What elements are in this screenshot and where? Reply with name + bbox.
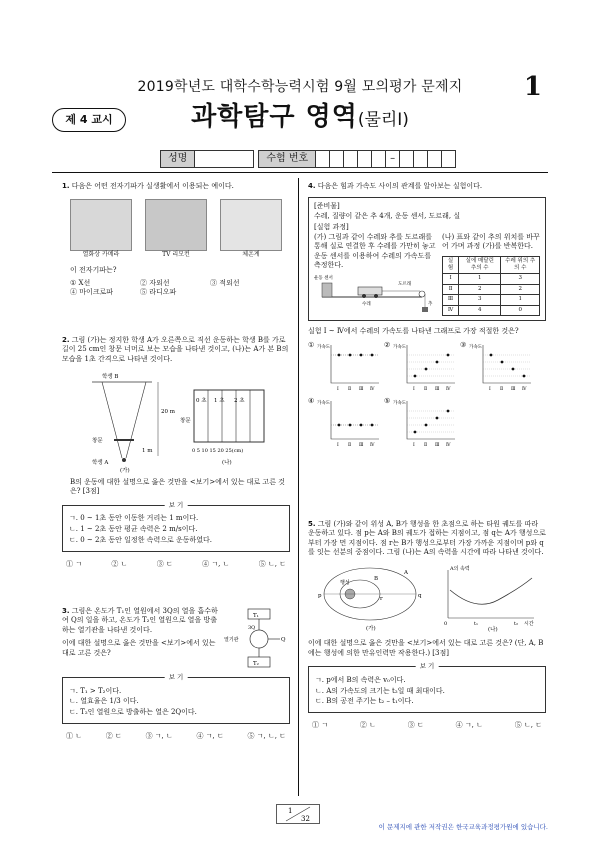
- graph-choice[interactable]: [384, 341, 460, 397]
- id-dash: –: [386, 150, 400, 168]
- caption: 열화상 카메라: [82, 251, 120, 259]
- subject-title: [0, 100, 600, 135]
- graph-choice-number: ③: [460, 340, 467, 349]
- choice[interactable]: ③ ㄷ: [156, 559, 173, 568]
- pulley-label: 도르래: [398, 281, 412, 287]
- q4-number: 4.: [308, 182, 316, 190]
- graph-point: [414, 374, 417, 377]
- graph-point: [338, 353, 341, 356]
- copyright-notice: 이 문제지에 관한 저작권은 한국교육과정평가원에 있습니다.: [378, 823, 548, 831]
- session-badge: 제 4 교시: [52, 108, 126, 132]
- exam-title: 2019학년도 대학수학능력시험 9월 모의평가 문제지: [137, 79, 463, 95]
- bogi-item: ㄴ. 1 ~ 2초 동안 평균 속력은 2 m/s이다.: [69, 525, 198, 534]
- graph-point: [501, 360, 504, 363]
- graph-ylabel: 가속도: [393, 400, 407, 406]
- sat-b: B: [374, 575, 379, 582]
- subject-sub: (물리Ⅰ): [357, 110, 409, 130]
- q2-number: 2.: [62, 336, 70, 344]
- caption: TV 리모컨: [162, 251, 190, 259]
- q2-stem: 그림 (가)는 정지한 학생 A가 오른쪽으로 직선 운동하는 학생 B를 가로 길이 25 cm인 창문 너머로 보는 모습을 나타낸 것이고, (나)는 A가 본 B의 모습을 1초 간격으로 나타낸 것이다.: [62, 336, 289, 363]
- heat-engine-figure: [222, 607, 288, 671]
- choice[interactable]: ③ ㄱ, ㄴ: [145, 732, 173, 741]
- q5-choices: [308, 721, 546, 730]
- choice[interactable]: ④ ㄱ, ㄴ: [455, 721, 483, 730]
- graph-xtick: Ⅱ: [424, 442, 428, 448]
- graph-xtick: Ⅰ: [413, 442, 415, 448]
- choice[interactable]: ⑤ 라디오파: [140, 288, 177, 297]
- fig-ga: (가): [366, 625, 376, 632]
- speed-axis: A의 속력: [450, 565, 470, 572]
- time-1: 1 초: [214, 398, 225, 405]
- choice[interactable]: ④ ㄱ, ㄴ: [202, 559, 230, 568]
- q1-choices: [62, 279, 290, 298]
- planet-label: 행성: [340, 579, 350, 586]
- distance-20m: 20 m: [161, 409, 175, 416]
- graph-axes: [407, 401, 455, 439]
- q4-question: 실험 Ⅰ ~ Ⅳ에서 수레의 가속도를 나타낸 그래프로 가장 적절한 것은?: [308, 327, 519, 336]
- graph-point: [447, 353, 450, 356]
- q4-experiment-box: [308, 197, 546, 321]
- choice[interactable]: ③ 적외선: [210, 278, 240, 287]
- graph-point: [425, 423, 428, 426]
- name-field[interactable]: [195, 150, 254, 168]
- fig-na: (나): [488, 626, 498, 633]
- graph-choice-number: ④: [308, 396, 315, 405]
- q5-question: 이에 대한 설명으로 옳은 것만을 <보기>에서 있는 대로 고른 것은? (단, A, B에는 행성에 의한 만유인력만 작용한다.) [3점]: [308, 639, 544, 657]
- q4-table: [442, 256, 540, 317]
- q1-number: 1.: [62, 182, 70, 190]
- origin: 0: [444, 620, 448, 627]
- graph-point: [512, 367, 515, 370]
- q3-number: 3.: [62, 607, 70, 615]
- graph-choice[interactable]: [384, 397, 460, 453]
- bogi-title: 보 기: [165, 501, 188, 510]
- graph-xtick: Ⅲ: [435, 442, 440, 448]
- graph-xtick: Ⅲ: [359, 386, 364, 392]
- q3-question: 이에 대한 설명으로 옳은 것만을 <보기>에서 있는 대로 고른 것은?: [62, 639, 216, 657]
- graph-point: [349, 423, 352, 426]
- q2-figure: [62, 368, 290, 475]
- graph-plot: [393, 397, 457, 449]
- graph-point: [436, 416, 439, 419]
- graph-xtick: Ⅳ: [370, 386, 375, 392]
- question-1: [62, 182, 290, 298]
- subject-main: 과학탐구 영역: [191, 102, 358, 132]
- graph-point: [349, 353, 352, 356]
- graph-xtick: Ⅲ: [435, 386, 440, 392]
- graph-point: [425, 367, 428, 370]
- bogi-item: ㄷ. B의 공전 주기는 t₂ – t₁이다.: [315, 697, 414, 706]
- sensor-label: 운동 센서: [314, 275, 333, 281]
- thermal-camera-image: [70, 199, 132, 251]
- graph-xtick: Ⅰ: [337, 386, 339, 392]
- graph-xtick: Ⅱ: [424, 386, 428, 392]
- caption: 체온계: [242, 251, 260, 259]
- graph-plot: [317, 397, 381, 449]
- page-current: 1: [288, 807, 293, 815]
- bogi-title: 보 기: [416, 662, 439, 671]
- id-cell[interactable]: [316, 150, 330, 168]
- choice[interactable]: ① ㄱ: [66, 559, 82, 568]
- time-axis: 시간: [524, 620, 534, 627]
- q2-bogi: [62, 500, 290, 552]
- sat-a: A: [404, 569, 408, 576]
- bogi-item: ㄴ. 열효율은 1/3 이다.: [69, 697, 139, 706]
- graph-choice-number: ②: [384, 340, 391, 349]
- choice[interactable]: ④ ㄱ, ㄷ: [196, 732, 224, 741]
- choice[interactable]: ① ㄴ: [66, 732, 82, 741]
- student-b-label: 학생 B: [102, 374, 119, 381]
- graph-choice-number: ⑤: [384, 396, 391, 405]
- id-cell[interactable]: [344, 150, 358, 168]
- window-label: 창문: [180, 418, 191, 425]
- q5-stem: 그림 (가)와 같이 위성 A, B가 행성을 한 초점으로 하는 타원 궤도를 따라 운동하고 있다. 점 p는 A와 B의 궤도가 접하는 지점이고, 점 q는 A가 행성으로부터 가장 먼 지점이다. 점 r는 B가 행성으로부터 가장 가까운 지점이며 p와 q를 잇는 선분의 중점이다. 그림 (나)는 A의 속력을 시간에 따라 나타낸 것이다.: [308, 520, 546, 557]
- graph-point: [490, 353, 493, 356]
- id-cell[interactable]: [358, 150, 372, 168]
- table-header: 실에 매달린 추의 수: [459, 256, 501, 274]
- graph-point: [371, 423, 374, 426]
- time-0: 0 초: [196, 398, 207, 405]
- q4-choice-graphs: [308, 341, 546, 453]
- table-row: Ⅳ 4 0: [443, 305, 540, 315]
- name-label: 성명: [160, 150, 195, 168]
- id-cell[interactable]: [442, 150, 456, 168]
- proc-ga: (가) 그림과 같이 수레와 추를 도르래를 통해 실로 연결한 후 수레를 가만히 놓고 운동 센서를 이용하여 수레의 가속도를 측정한다.: [314, 232, 436, 270]
- q3-bogi: [62, 673, 290, 724]
- bogi-item: ㄱ. 0 ~ 1초 동안 이동한 거리는 1 m이다.: [69, 514, 199, 523]
- choice[interactable]: ⑤ ㄴ, ㄷ: [514, 721, 542, 730]
- graph-xtick: Ⅰ: [337, 442, 339, 448]
- graph-xtick: Ⅳ: [522, 386, 527, 392]
- q1-stem: 다음은 어떤 전자기파가 실생활에서 이용되는 예이다.: [71, 182, 234, 190]
- graph-xtick: Ⅲ: [359, 442, 364, 448]
- choice[interactable]: ② ㄷ: [105, 732, 122, 741]
- choice[interactable]: ② 자외선: [140, 278, 170, 287]
- table-row: Ⅲ 3 1: [443, 295, 540, 305]
- choice[interactable]: ④ 마이크로파: [70, 288, 114, 297]
- cart-apparatus-figure: [314, 271, 436, 313]
- graph-choice[interactable]: [308, 397, 384, 453]
- t1-tick: t₁: [474, 620, 479, 627]
- page-number: 1: [523, 72, 542, 102]
- graph-xtick: Ⅱ: [348, 386, 352, 392]
- question-4: [308, 182, 546, 453]
- bogi-title: 보 기: [165, 673, 188, 682]
- window-label: 창문: [92, 438, 103, 445]
- table-row: Ⅰ 1 3: [443, 274, 540, 284]
- point-p: p: [318, 592, 322, 599]
- graph-axes: [331, 401, 379, 439]
- choice[interactable]: ⑤ ㄱ, ㄴ, ㄷ: [247, 732, 286, 741]
- graph-choice[interactable]: [308, 341, 384, 397]
- graph-point: [447, 409, 450, 412]
- q3-choices: [62, 732, 290, 741]
- graph-xtick: Ⅲ: [511, 386, 516, 392]
- student-a-label: 학생 A: [92, 460, 109, 467]
- choice[interactable]: ⑤ ㄴ, ㄷ: [258, 559, 286, 568]
- point-q: q: [418, 592, 422, 599]
- proc-title: [실험 과정]: [314, 223, 349, 232]
- q3-stem: 그림은 온도가 T₁인 열원에서 3Q의 열을 흡수하여 Q의 일을 하고, 온도가 T₂인 열원으로 열을 방출하는 열기관을 나타낸 것이다.: [62, 607, 218, 634]
- graph-xtick: Ⅱ: [348, 442, 352, 448]
- work-q: Q: [281, 637, 286, 643]
- engine-label: 열기관: [224, 637, 239, 643]
- graph-ylabel: 가속도: [393, 344, 407, 350]
- bogi-item: ㄷ. 0 ~ 2초 동안 일정한 속력으로 운동하였다.: [69, 536, 212, 544]
- question-2: [62, 336, 290, 569]
- bogi-item: ㄱ. p에서 B의 속력은 v₀이다.: [315, 675, 406, 684]
- graph-xtick: Ⅱ: [500, 386, 504, 392]
- graph-choice[interactable]: [460, 341, 536, 397]
- q2-question: B의 운동에 대한 설명으로 옳은 것만을 <보기>에서 있는 대로 고른 것은? [3점]: [70, 477, 285, 496]
- graph-choice-number: ①: [308, 340, 315, 349]
- q1-question: 이 전자기파는?: [70, 265, 117, 274]
- graph-axes: [407, 345, 455, 383]
- choice[interactable]: ② ㄴ: [359, 721, 376, 730]
- table-row: Ⅱ 2 2: [443, 284, 540, 294]
- heat-3q: 3Q: [248, 625, 256, 631]
- graph-ylabel: 가속도: [469, 344, 483, 350]
- id-cell[interactable]: [372, 150, 386, 168]
- q2-choices: [62, 560, 290, 569]
- table-header: 수레 위의 추의 수: [501, 256, 540, 274]
- column-divider: [298, 178, 299, 796]
- weight-label: 추: [428, 301, 433, 307]
- q5-number: 5.: [308, 520, 316, 528]
- bogi-item: ㄴ. A의 가속도의 크기는 t₂일 때 최대이다.: [315, 686, 445, 695]
- choice[interactable]: ① X선: [70, 278, 91, 287]
- prep-text: 수레, 질량이 같은 추 4개, 운동 센서, 도르래, 실: [314, 211, 461, 220]
- graph-plot: [469, 341, 533, 393]
- graph-point: [360, 423, 363, 426]
- graph-point: [371, 353, 374, 356]
- graph-xtick: Ⅰ: [413, 386, 415, 392]
- page-total: 32: [301, 815, 310, 823]
- table-header: 실험: [443, 256, 459, 274]
- q5-figure: [308, 562, 546, 632]
- cart-label: 수레: [362, 301, 371, 307]
- fig-na: (나): [222, 460, 232, 467]
- time-2: 2 초: [234, 398, 245, 405]
- bogi-item: ㄷ. T₂인 열원으로 방출하는 열은 2Q이다.: [69, 708, 197, 717]
- thermometer-image: [220, 199, 282, 251]
- tv-remote-image: [145, 199, 207, 251]
- graph-xtick: Ⅳ: [446, 442, 451, 448]
- q5-bogi: [308, 662, 546, 713]
- t1-label: T₁: [253, 613, 259, 619]
- header-divider: [52, 172, 548, 173]
- graph-xtick: Ⅰ: [489, 386, 491, 392]
- graph-xtick: Ⅳ: [446, 386, 451, 392]
- point-r: r: [380, 595, 383, 602]
- id-label: 수험 번호: [258, 150, 316, 168]
- choice[interactable]: ③ ㄷ: [407, 721, 424, 730]
- question-5: [308, 520, 546, 731]
- graph-axes: [331, 345, 379, 383]
- axis-cm: 0 5 10 15 20 25(cm): [192, 448, 244, 455]
- id-cell[interactable]: [400, 150, 414, 168]
- t2-label: T₂: [253, 661, 259, 667]
- bogi-item: ㄱ. T₁ > T₂이다.: [69, 686, 122, 695]
- choice[interactable]: ① ㄱ: [312, 721, 328, 730]
- graph-xtick: Ⅳ: [370, 442, 375, 448]
- q4-stem: 다음은 힘과 가속도 사이의 관계를 알아보는 실험이다.: [317, 182, 483, 190]
- t2-tick: t₂: [514, 620, 519, 627]
- question-3: [62, 607, 290, 742]
- page-counter: [276, 804, 320, 824]
- id-cell[interactable]: [330, 150, 344, 168]
- fig-ga: (가): [120, 468, 130, 475]
- graph-plot: [317, 341, 381, 393]
- graph-point: [436, 360, 439, 363]
- graph-point: [523, 374, 526, 377]
- graph-point: [360, 353, 363, 356]
- id-cell[interactable]: [428, 150, 442, 168]
- graph-point: [414, 430, 417, 433]
- proc-na: (나) 표와 같이 추의 위치를 바꾸어 가며 과정 (가)를 반복한다.: [442, 232, 540, 251]
- graph-ylabel: 가속도: [317, 400, 331, 406]
- id-cell[interactable]: [414, 150, 428, 168]
- distance-1m: 1 m: [142, 448, 153, 455]
- graph-ylabel: 가속도: [317, 344, 331, 350]
- graph-point: [338, 423, 341, 426]
- prep-title: [준비물]: [314, 202, 340, 211]
- graph-plot: [393, 341, 457, 393]
- id-row: [160, 150, 456, 168]
- choice[interactable]: ② ㄴ: [111, 559, 128, 568]
